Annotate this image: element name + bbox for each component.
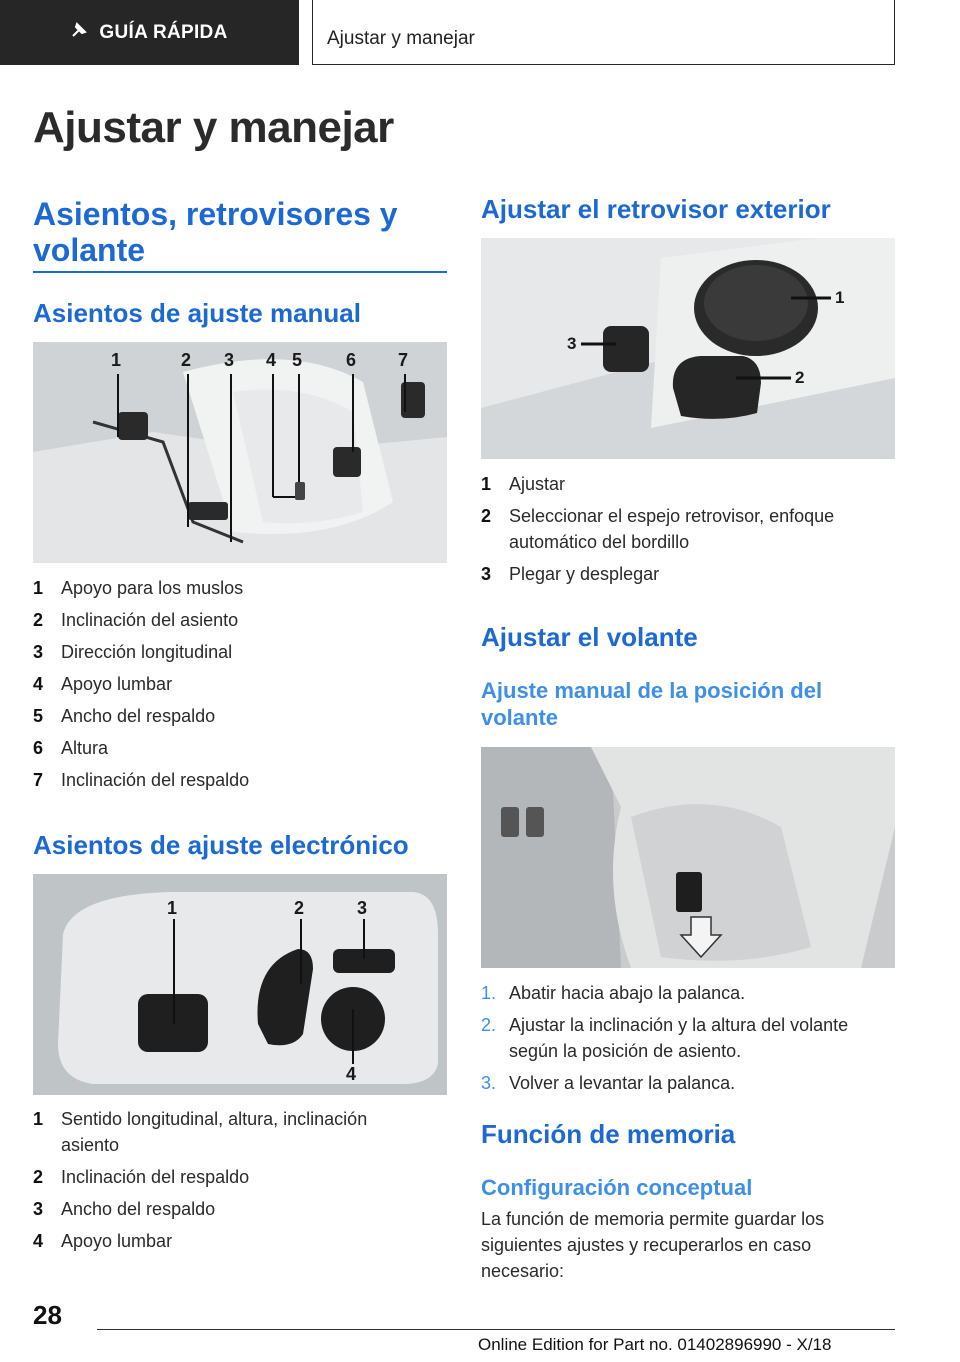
manual-seat-image <box>33 342 447 563</box>
section-rule <box>33 271 447 273</box>
memory-subheading: Configuración conceptual <box>481 1175 753 1200</box>
list-item: 1. Abatir hacia abajo la palanca. <box>481 983 746 1003</box>
callout-label: 3 <box>357 898 368 918</box>
list-item: 5 Ancho del respaldo <box>33 706 216 726</box>
callout-label: 1 <box>167 898 178 918</box>
manual-seat-list <box>33 575 447 799</box>
callout-label: 5 <box>292 350 303 370</box>
list-item: 3 Ancho del respaldo <box>33 1199 216 1219</box>
wheel-subheading: Ajuste manual de la posición del volante <box>481 678 823 730</box>
steering-lever-image <box>481 747 895 968</box>
header-tab <box>0 0 299 65</box>
callout-label: 1 <box>835 288 845 307</box>
memory-heading: Función de memoria <box>481 1119 736 1149</box>
callout-label: 2 <box>294 898 305 918</box>
list-item: 3 Plegar y desplegar <box>481 564 660 584</box>
list-item: 1 Apoyo para los muslos <box>33 578 244 598</box>
mirror-control-image <box>481 238 895 459</box>
mirror-heading: Ajustar el retrovisor exterior <box>481 194 831 224</box>
list-item: 4 Apoyo lumbar <box>33 1231 173 1251</box>
callout-label: 4 <box>346 1064 357 1084</box>
electric-seat-heading: Asientos de ajuste electrónico <box>33 830 409 860</box>
callout-label: 3 <box>224 350 235 370</box>
list-item: 2 Seleccionar el espejo retrovisor, enfoque automático del bordillo <box>481 506 835 552</box>
pin-icon <box>71 22 87 44</box>
page-number: 28 <box>33 1300 62 1330</box>
list-item: 3 Dirección longitudinal <box>33 642 233 662</box>
list-item: 6 Altura <box>33 738 109 758</box>
list-item: 2 Inclinación del respaldo <box>33 1167 250 1187</box>
list-item: 2 Inclinación del asiento <box>33 610 239 630</box>
callout-label: 4 <box>266 350 277 370</box>
callout-label: 2 <box>181 350 192 370</box>
header-section-title: Ajustar y manejar <box>327 28 475 49</box>
list-item: 1 Ajustar <box>481 474 566 494</box>
wheel-heading: Ajustar el volante <box>481 622 698 652</box>
callout-label: 3 <box>567 334 577 353</box>
electric-seat-image <box>33 874 447 1095</box>
footer-rule <box>97 1329 895 1330</box>
list-item: 3. Volver a levantar la palanca. <box>481 1073 736 1093</box>
header-section-box <box>312 0 895 65</box>
section-heading: Asientos, retrovisores y volante <box>33 196 398 268</box>
callout-label: 1 <box>111 350 122 370</box>
list-item: 7 Inclinación del respaldo <box>33 770 250 790</box>
footer-edition: Online Edition for Part no. 01402896990 - X/18 <box>478 1335 832 1354</box>
electric-seat-list <box>33 1106 393 1260</box>
header-tab-label: GUÍA RÁPIDA <box>99 21 228 43</box>
callout-label: 2 <box>795 368 805 387</box>
mirror-list <box>481 471 895 593</box>
list-item: 1 Sentido longitudinal, altura, inclinación asiento <box>33 1109 368 1155</box>
callout-label: 6 <box>346 350 357 370</box>
list-item: 2. Ajustar la inclinación y la altura del volante según la posición de asiento. <box>481 1015 849 1061</box>
callout-label: 7 <box>398 350 409 370</box>
page-title: Ajustar y manejar <box>33 103 394 152</box>
list-item: 4 Apoyo lumbar <box>33 674 173 694</box>
manual-seat-heading: Asientos de ajuste manual <box>33 298 361 328</box>
wheel-steps-list <box>481 980 895 1102</box>
memory-text: La función de memoria permite guardar los siguientes ajustes y recuperarlos en caso necesario: <box>481 1209 825 1281</box>
